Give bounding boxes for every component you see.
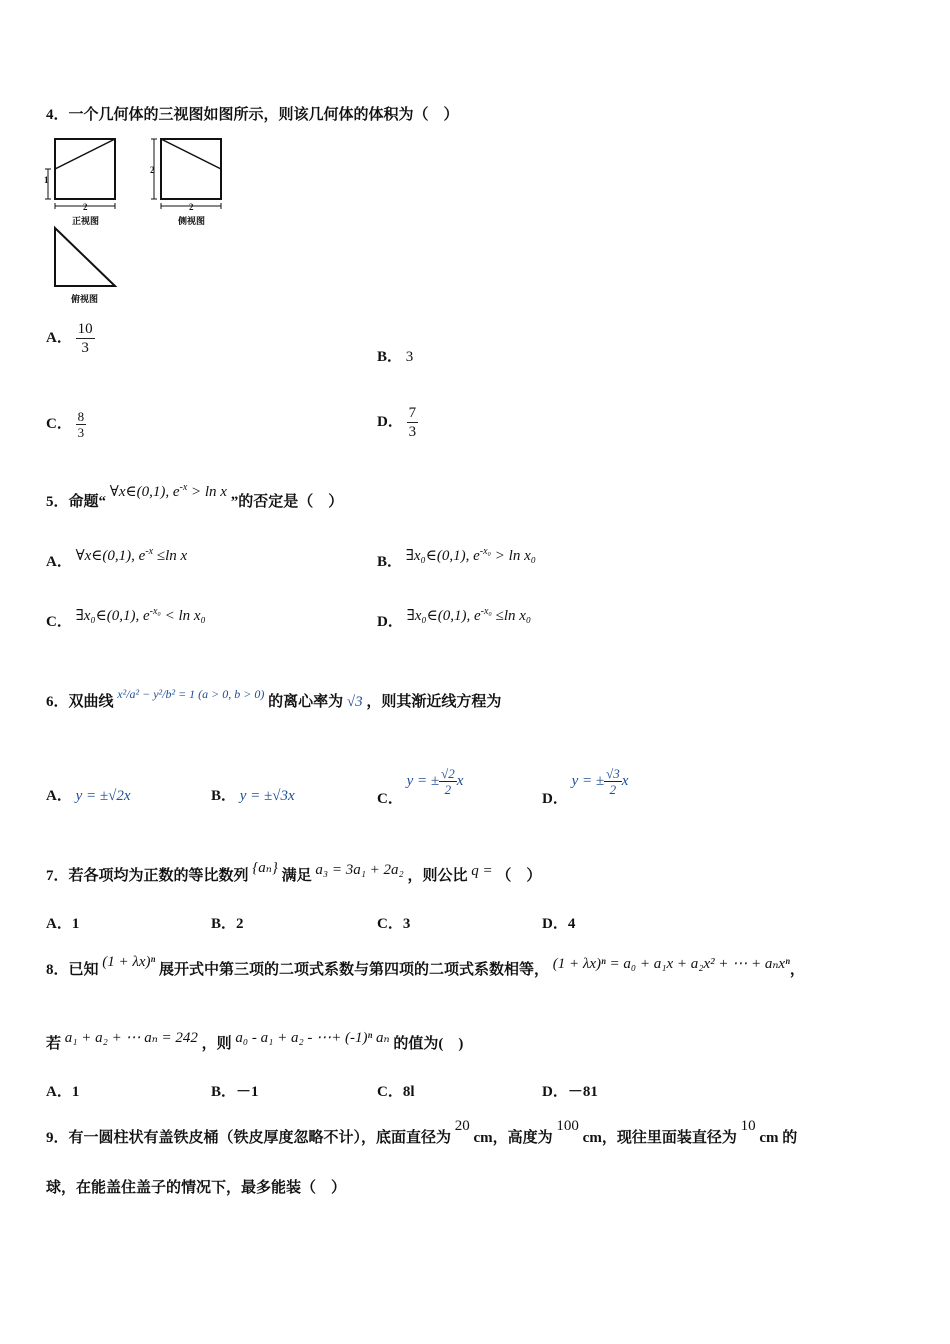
question-6-stem: 6．双曲线 $^{x^2/a^2 - y^2/b^2 = 1 (a > 0, b > 0)}$ 的离心率为 √3 ，则其渐近线方程为 (46, 687, 502, 710)
hyperbola-equation: x²/a² − y²/b² = 1 (a > 0, b > 0) (117, 687, 265, 701)
q8-option-b[interactable]: B．－1 (211, 1084, 259, 1100)
fraction: $\frac{7}{3}$ (408, 405, 417, 440)
question-8-stem-line1: 8．已知 (1 + λx)ⁿ 展开式中第三项的二项式系数与第四项的二项式系数相等， (1 + λx)ⁿ = a₀ + a₁x + a₂x² + ⋯ + aₙxⁿ， (46, 954, 805, 978)
fraction: $\frac{√2}{2}$ (441, 766, 455, 797)
three-view-figure (40, 132, 240, 310)
front-height-dim: 1 (44, 175, 49, 185)
question-9-stem-line1: 9．有一圆柱状有盖铁皮桶（铁皮厚度忽略不计），底面直径为 20 cm，高度为 100 cm，现往里面装直径为 10 cm 的 (46, 1118, 798, 1146)
q6-option-a[interactable]: A． y = ±√2x (46, 788, 131, 804)
question-7-stem: 7．若各项均为正数的等比数列 {aₙ} 满足 a₃ = 3a₁ + 2a₂ ，则公比 q = （ ） (46, 860, 542, 884)
fraction: $\frac{8}{3}$ (77, 409, 85, 440)
side-view-label: 侧视图 (178, 216, 206, 226)
q5-option-b[interactable]: B． ∃x₀∈(0,1), $e^{-x_0} > \ln x_0$ (377, 546, 536, 570)
side-width-dim: 2 (189, 202, 194, 212)
q4-option-c[interactable]: C． $\frac{8}{3}$ (46, 409, 85, 440)
question-4-stem: 4．一个几何体的三视图如图所示，则该几何体的体积为（ ） (46, 107, 459, 123)
fraction: $\frac{√3}{2}$ (606, 766, 620, 797)
q8-option-a[interactable]: A．1 (46, 1084, 80, 1100)
fraction: $\frac{10}{3}$ (77, 321, 93, 356)
question-5-stem: 5．命题“ ∀x∈(0,1), $e^{-x} > \ln x$ ”的否定是（ ） (46, 482, 344, 510)
q6-option-b[interactable]: B． y = ±√3x (211, 788, 295, 804)
q4-option-b[interactable]: B． 3 (377, 349, 414, 365)
q8-option-c[interactable]: C．8l (377, 1084, 415, 1100)
front-view (45, 139, 115, 209)
q7-option-b[interactable]: B．2 (211, 916, 244, 932)
front-width-dim: 2 (83, 202, 88, 212)
q7-option-c[interactable]: C．3 (377, 916, 411, 932)
q4-option-a[interactable]: A． $\frac{10}{3}$ (46, 321, 93, 356)
q5-option-c[interactable]: C． ∃x₀∈(0,1), $e^{-x_0} < \ln x_0$ (46, 606, 206, 630)
eccentricity: √3 (346, 694, 363, 710)
front-view-label: 正视图 (72, 216, 100, 226)
top-view-label: 俯视图 (71, 294, 99, 304)
q4-option-d[interactable]: D． $\frac{7}{3}$ (377, 405, 417, 440)
question-9-stem-line2: 球，在能盖住盖子的情况下，最多能装（ ） (46, 1180, 347, 1196)
question-8-stem-line2: 若 a₁ + a₂ + ⋯ aₙ = 242 ，则 a₀ - a₁ + a₂ - ⋯+ (-1)ⁿ aₙ 的值为( ) (46, 1030, 464, 1052)
q5-option-a[interactable]: A． ∀x∈(0,1), $e^{-x} \le\ln$ x (46, 546, 188, 570)
side-height-dim: 2 (150, 165, 155, 175)
q7-option-d[interactable]: D．4 (542, 916, 576, 932)
q6-option-c[interactable]: C． y = ± $\frac{√2}{2}$ x (377, 766, 464, 807)
q6-option-d[interactable]: D． y = ± $\frac{√3}{2}$ x (542, 766, 629, 807)
side-view (151, 139, 221, 209)
q5-option-d[interactable]: D． ∃x₀∈(0,1), $e^{-x_0} \le\ln$ x₀ (377, 606, 532, 630)
q7-option-a[interactable]: A．1 (46, 916, 80, 932)
top-view (55, 228, 115, 286)
q8-option-d[interactable]: D．－81 (542, 1084, 598, 1100)
